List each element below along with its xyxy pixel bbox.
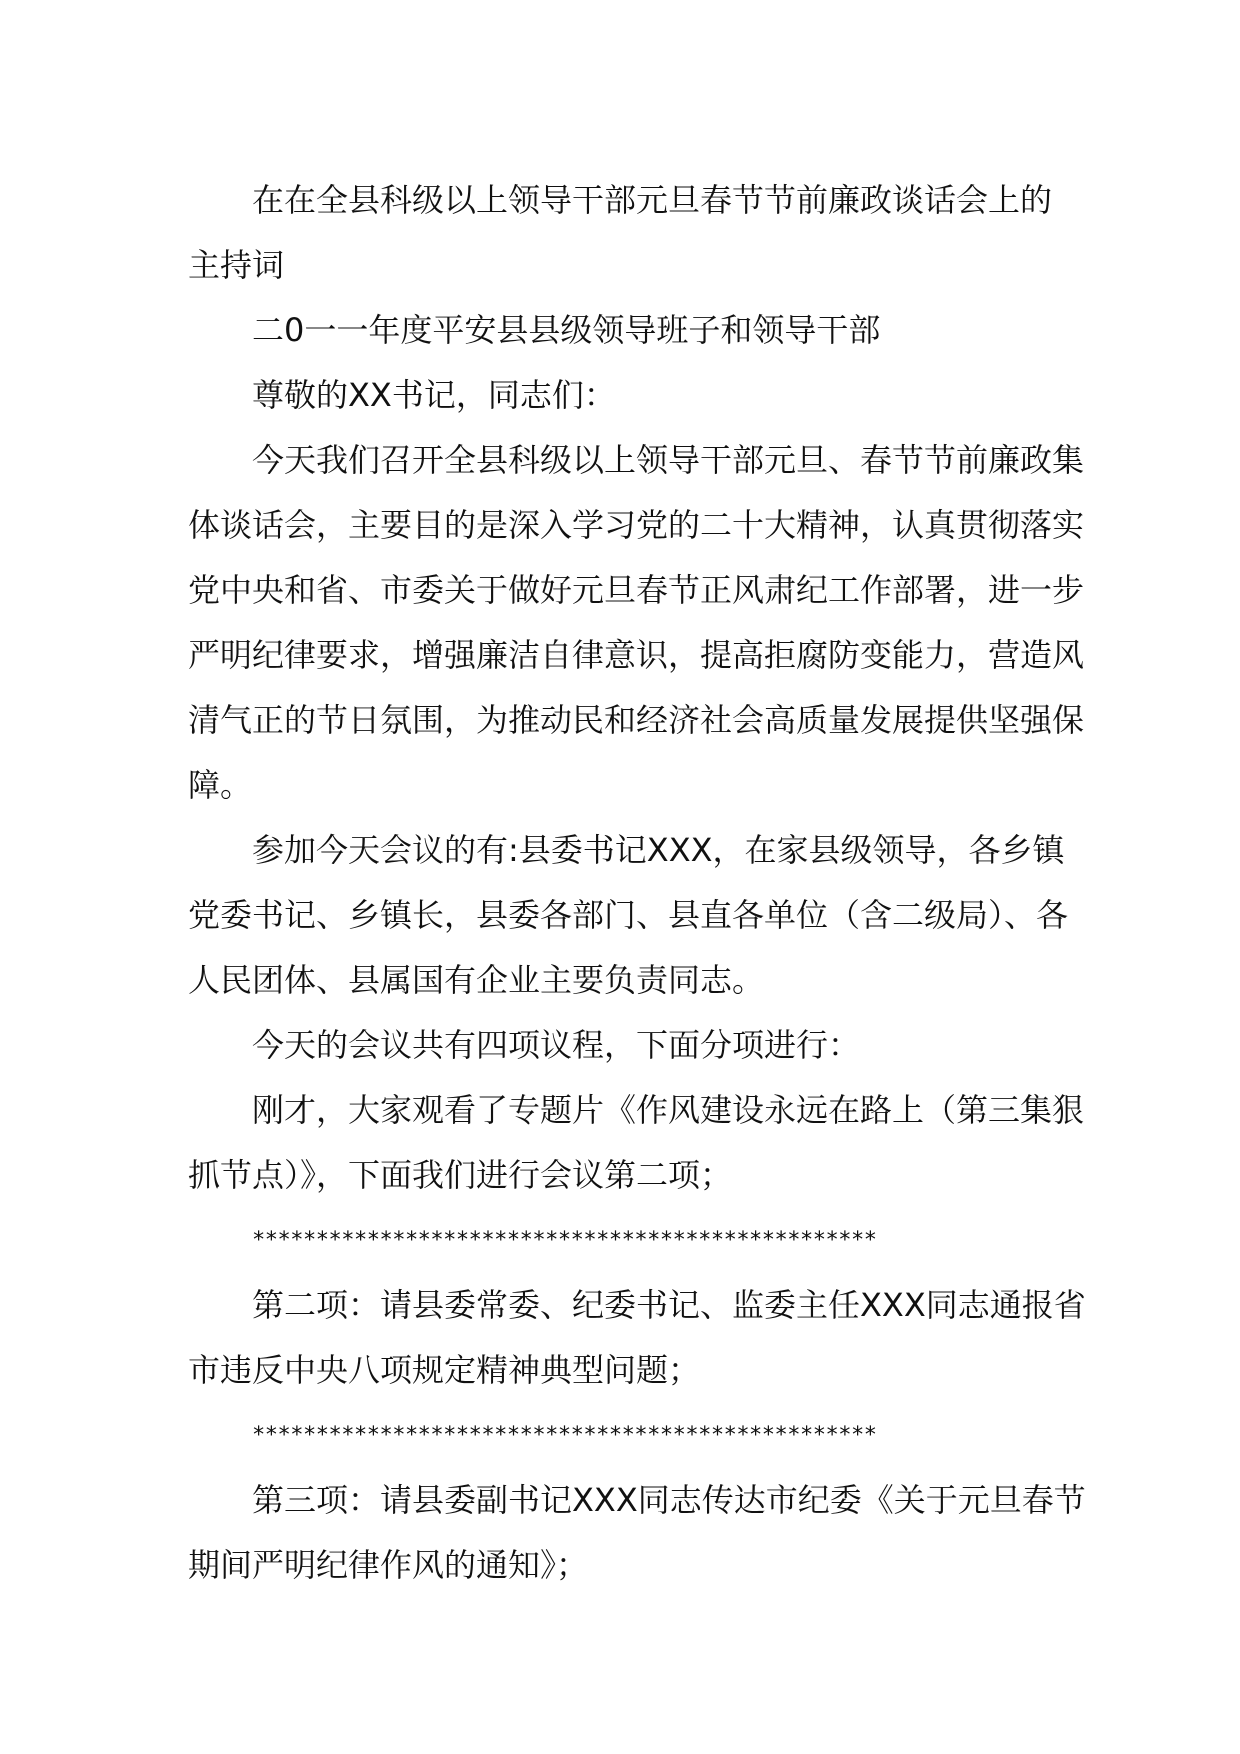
document-body [188, 168, 1093, 1598]
paragraph-agenda: 今天的会议共有四项议程，下面分项进行： [252, 1026, 861, 1064]
separator-2: ************************************************* [252, 1423, 877, 1448]
salutation: 尊敬的XX书记，同志们： [252, 376, 616, 414]
title-line-1: 在在全县科级以上领导干部元旦春节节前廉政谈话会上的 [252, 181, 1053, 219]
paragraph-item-1: 刚才，大家观看了专题片《作风建设永远在路上（第三集狠抓节点）》，下面我们进行会议第二项； [188, 1091, 1085, 1194]
paragraph-attendees: 参加今天会议的有:县委书记XXX，在家县级领导，各乡镇党委书记、乡镇长，县委各部门、县直各单位（含二级局）、各人民团体、县属国有企业主要负责同志。 [188, 831, 1069, 999]
title-line-2: 主持词 [188, 246, 285, 284]
agenda-item-3: 第三项：请县委副书记XXX同志传达市纪委《关于元旦春节期间严明纪律作风的通知》； [188, 1481, 1086, 1584]
document-title-continued [188, 233, 1093, 298]
document-title [188, 168, 1093, 233]
document-subtitle: 二0一一年度平安县县级领导班子和领导干部 [252, 311, 881, 349]
paragraph-purpose: 今天我们召开全县科级以上领导干部元旦、春节节前廉政集体谈话会，主要目的是深入学习党的二十大精神，认真贯彻落实党中央和省、市委关于做好元旦春节正风肃纪工作部署，进一步严明纪律要求，增强廉洁自律意识，提高拒腐防变能力，营造风清气正的节日氛围，为推动民和经济社会高质量发展提供坚强保障。 [188, 441, 1085, 804]
agenda-item-2: 第二项：请县委常委、纪委书记、监委主任XXX同志通报省市违反中央八项规定精神典型问题； [188, 1286, 1086, 1389]
separator-1: ************************************************* [252, 1228, 877, 1253]
